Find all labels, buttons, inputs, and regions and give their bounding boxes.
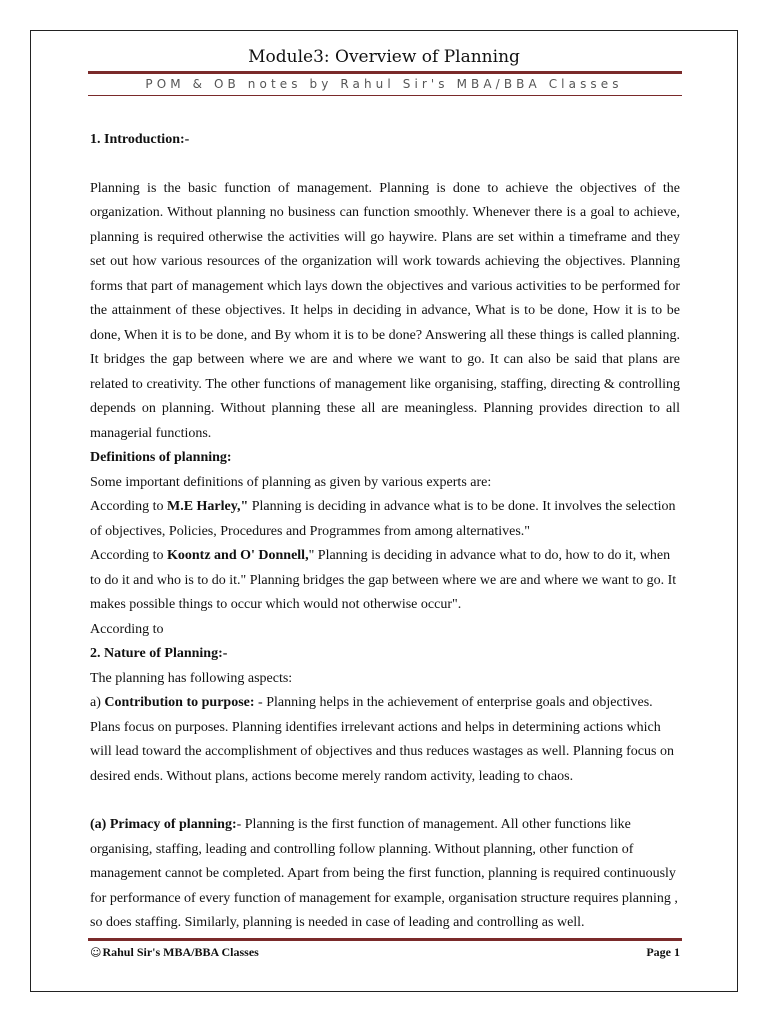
definition-harley: According to M.E Harley," Planning is deciding in advance what is to be done. It involves the selection of objectives, Policies, Procedures and Programmes from among alternatives." <box>90 499 676 539</box>
definition-koontz: According to Koontz and O' Donnell," Planning is deciding in advance what to do, how to do it, when to do it and who is to do it." Planning bridges the gap between where we are and where we want to go. It makes possible things to occur which would not otherwise occur". <box>90 548 677 612</box>
intro-paragraph: Planning is the basic function of management. Planning is done to achieve the objectives of the organization. Without planning no business can function smoothly. Whenever there is a goal to achieve, planning is required otherwise the activities will go haywire. Plans are set within a timeframe and they set out how various resources of the organization will work towards achieving the objectives. Planning forms that part of management which lays down the objectives and various activities to be performed for the attainment of these objectives. It helps in deciding in advance, What is to be done, How it is to be done, When it is to be done, and By whom it is to be done? Answering all these things is called planning. It bridges the gap between where we are and where we want to go. It can also be said that plans are related to creativity. The other functions of management like organising, staffing, directing & controlling depends on planning. Without planning these all are meaningless. Planning provides direction to all managerial functions. <box>90 180 680 441</box>
footer-rule <box>88 938 682 941</box>
page-subtitle: POM & OB notes by Rahul Sir's MBA/BBA Classes <box>145 77 623 91</box>
nature-intro: The planning has following aspects: <box>90 670 293 686</box>
document-body <box>90 128 680 936</box>
page-number: Page 1 <box>646 945 680 959</box>
aspect-primacy: (a) Primacy of planning:- Planning is the first function of management. All other functions like organising, staffing, leading and controlling follow planning. Without planning, other function of management cannot be completed. Apart from being the first function, planning is required continuously for performance of every function of management for example, organisation structure requires planning , so does staffing. Similarly, planning is needed in case of leading and controlling as well. <box>90 817 678 930</box>
aspect-contribution: a) Contribution to purpose: - Planning helps in the achievement of enterprise goals and objectives. Plans focus on purposes. Planning identifies irrelevant actions and helps in determining actions which will lead toward the accomplishment of objectives and thus reduces wastages as well. Planning focus on desired ends. Without plans, actions become merely random activity, leading to chaos. <box>90 695 674 784</box>
page-title: Module3: Overview of Planning <box>248 47 520 67</box>
header-rule <box>88 71 682 74</box>
footer-brand: ☺Rahul Sir's MBA/BBA Classes <box>90 945 259 959</box>
owl-icon: ☺ <box>90 946 102 959</box>
definitions-heading: Definitions of planning: <box>90 450 232 465</box>
definitions-intro: Some important definitions of planning as given by various experts are: <box>90 474 492 490</box>
intro-heading: 1. Introduction:- <box>90 132 190 147</box>
subtitle-rule <box>88 95 682 96</box>
definition-empty: According to <box>90 621 164 637</box>
nature-heading: 2. Nature of Planning:- <box>90 646 228 661</box>
